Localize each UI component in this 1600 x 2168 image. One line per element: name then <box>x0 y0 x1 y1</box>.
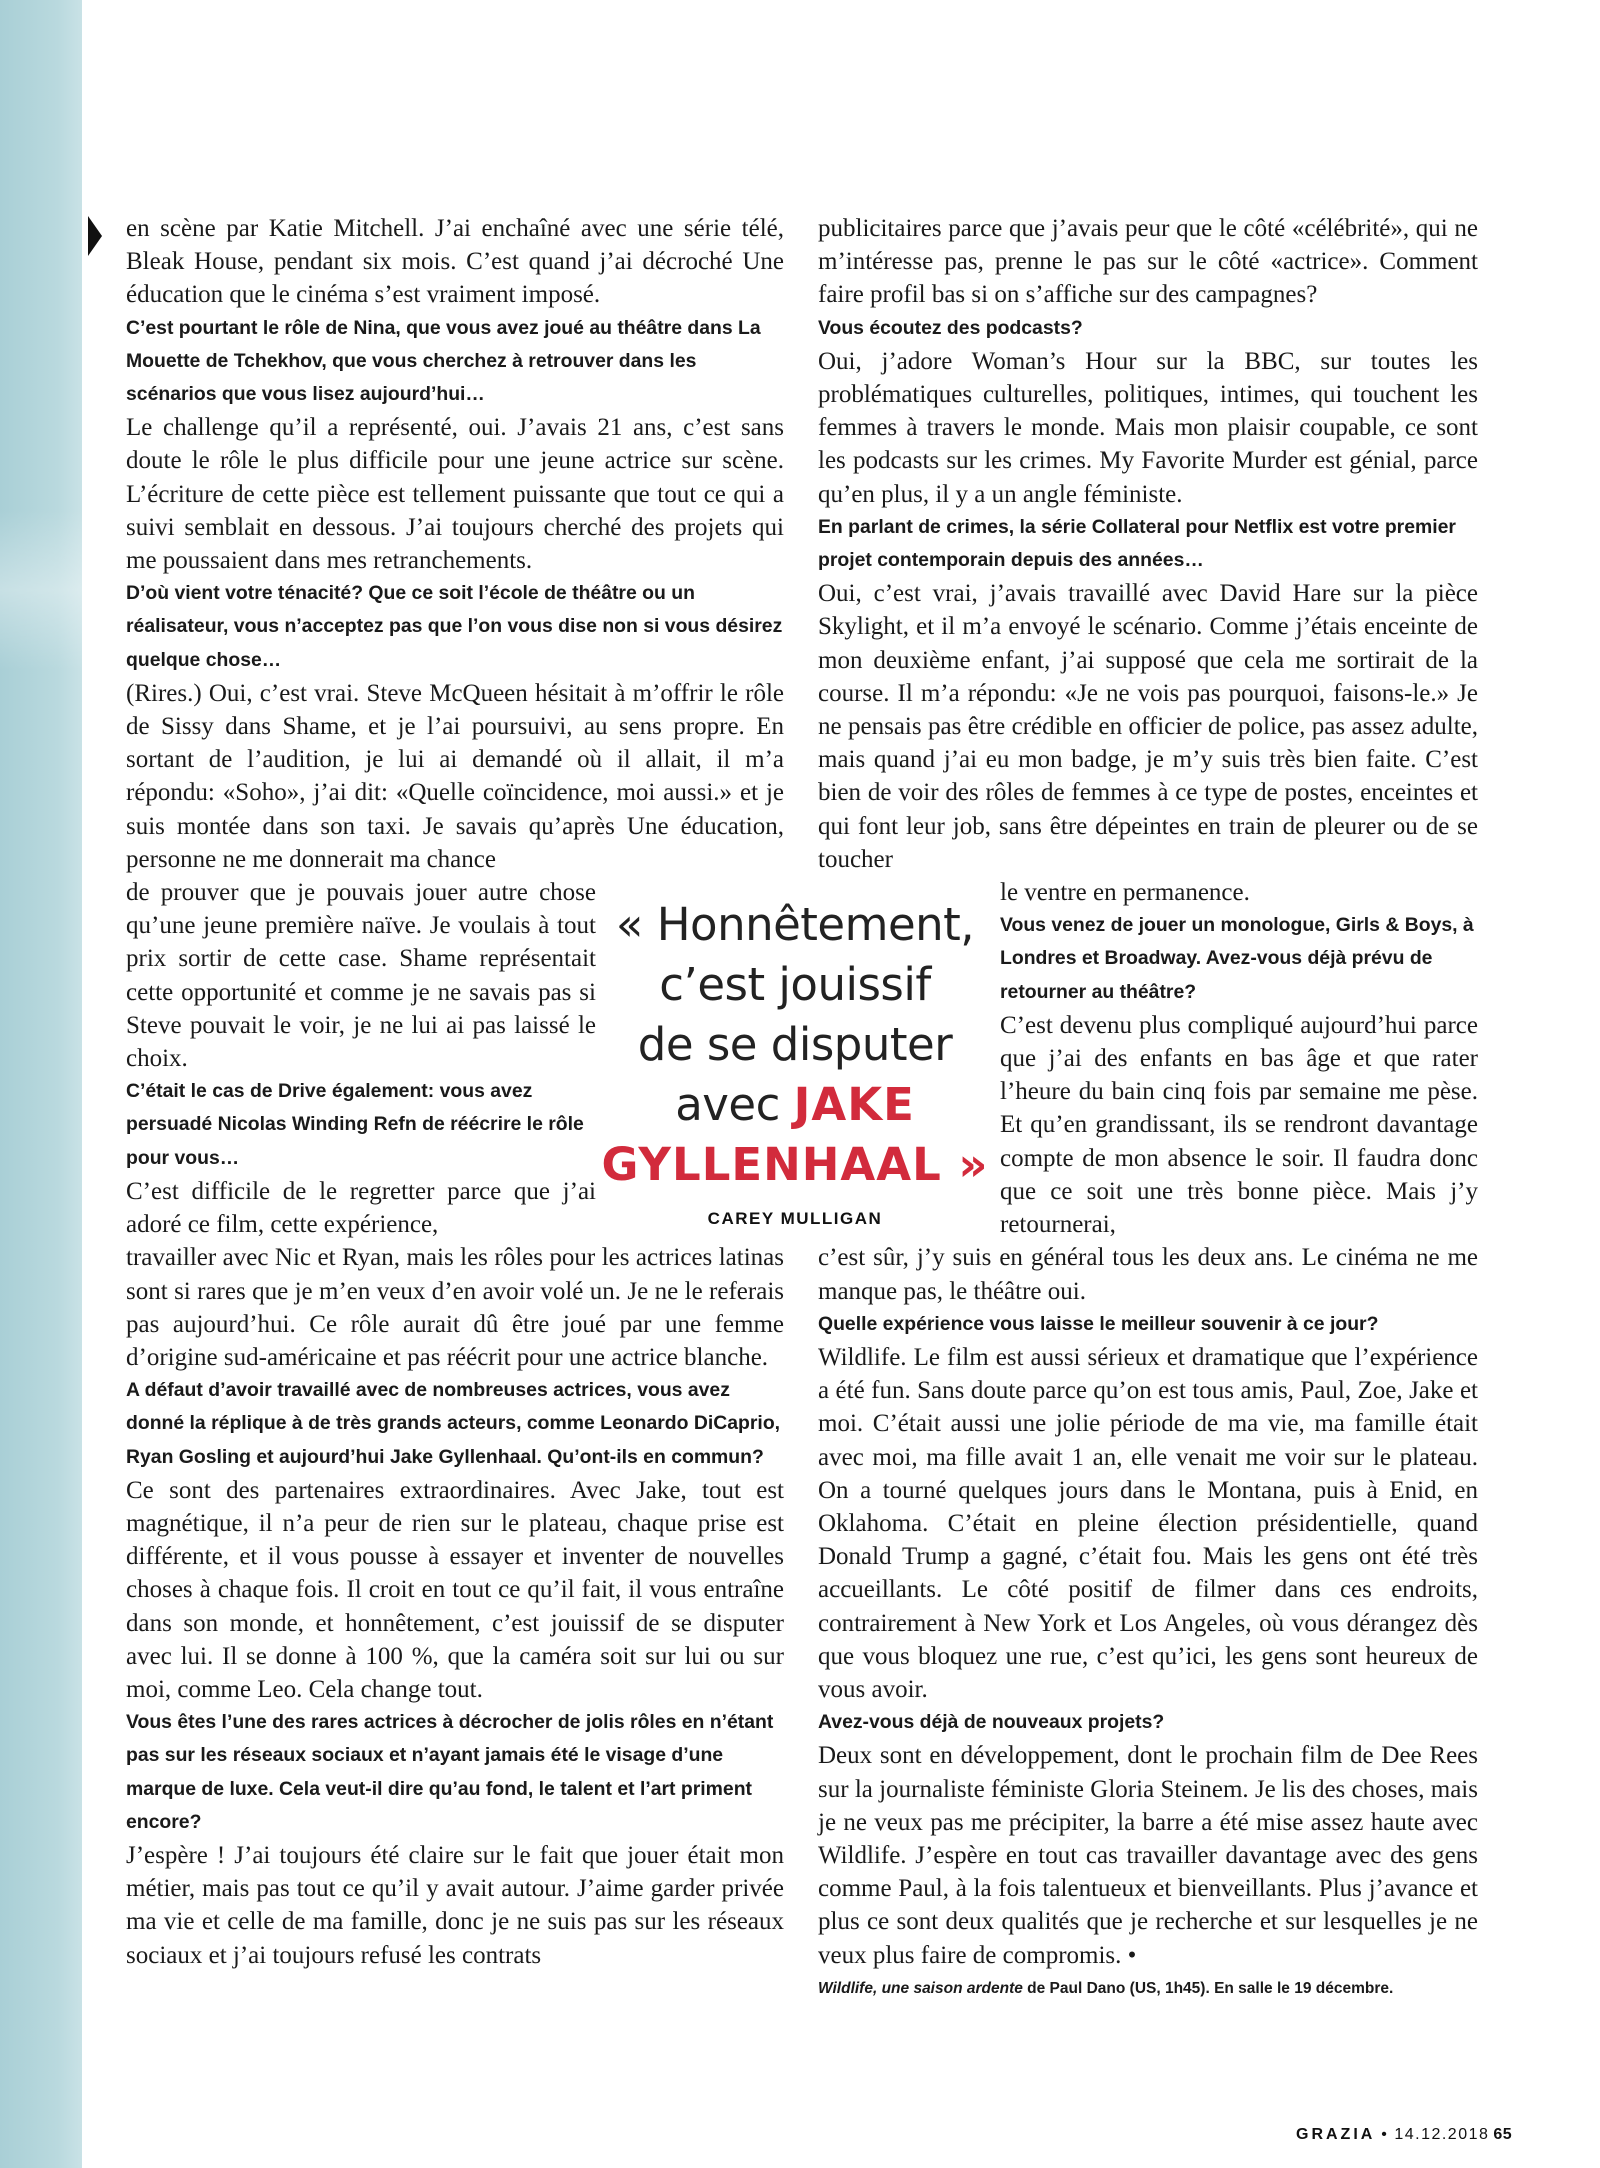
answer-theatre-part2: c’est sûr, j’y suis en général tous les deux ans. Le cinéma ne me manque pas, le théâtre oui. <box>818 1244 1478 1305</box>
question-tenacite: D’où vient votre ténacité? Que ce soit l’école de théâtre ou un réalisateur, vous n’acceptez pas que l’on vous dise non si vous désirez quelque chose… <box>126 582 783 671</box>
question-souvenir: Quelle expérience vous laisse le meilleur souvenir à ce jour? <box>818 1312 1379 1335</box>
pull-quote-line-1: « Honnêtement, <box>615 898 975 951</box>
question-projets: Avez-vous déjà de nouveaux projets? <box>818 1711 1165 1734</box>
answer-collateral-part1: Oui, c’est vrai, j’avais travaillé avec David Hare sur la pièce Skylight, et il m’a envoyé le scénario. Comme j’étais enceinte de mon deuxième enfant, j’ai supposé que cela me sortirait de la course. Il m’a répondu: «Je ne vois pas pourquoi, faisons-le.» Je ne pensais pas être crédible en officier de police, pas assez adulte, mais quand j’ai eu mon badge, je m’y suis très bien faite. C’est bien de voir des rôles de femmes à ce type de postes, enceintes et qui font leur job, sans être dépeintes en train de pleurer ou de se toucher <box>818 580 1478 873</box>
question-collateral: En parlant de crimes, la série Collateral pour Netflix est votre premier projet contemporain depuis des années… <box>818 515 1456 572</box>
answer-acteurs: Ce sont des partenaires extraordinaires. Avec Jake, tout est magnétique, il n’a peur de rien sur le plateau, chaque prise est différente, et il vous pousse à essayer et inventer de nouvelles choses à chaque fois. Il croit en tout ce qu’il fait, il vous entraîne dans son monde, et honnêtement, c’est jouissif de se disputer avec lui. Il se donne à 100 %, que la caméra soit sur lui ou sur moi, comme Leo. Cela change tout. <box>126 1476 784 1703</box>
pull-quote-line-3: de se disputer <box>637 1018 953 1071</box>
question-acteurs: A défaut d’avoir travaillé avec de nombreuses actrices, vous avez donné la réplique à de très grands acteurs, comme Leonardo DiCaprio, Ryan Gosling et aujourd’hui Jake Gyllenhaal. Qu’ont-ils en commun? <box>126 1379 781 1468</box>
folio-page-number: 65 <box>1493 2126 1513 2143</box>
right-wrap-block <box>1000 876 1478 1241</box>
page-fold-highlight <box>0 510 82 670</box>
answer-nina: Le challenge qu’il a représenté, oui. J’avais 21 ans, c’est sans doute le rôle le plus difficile pour une jeune actrice sur scène. L’écriture de cette pièce est tellement puissante que tout ce qui a suivi semblait en dessous. J’ai toujours cherché des projets qui me poussaient dans mes retranchements. <box>126 414 784 575</box>
answer-tenacite-part2: de prouver que je pouvais jouer autre chose qu’une jeune première naïve. Je voulais à tout prix sortir de cette case. Shame représentait cette opportunité et comme je ne savais pas si Steve pouvait le voir, je ne lui ai pas laissé le choix. <box>126 879 596 1073</box>
folio-magazine: GRAZIA <box>1296 2126 1376 2143</box>
answer-podcasts: Oui, j’adore Woman’s Hour sur la BBC, sur toutes les problématiques culturelles, politiques, intimes, qui touchent les femmes à travers le monde. Mais mon plaisir coupable, ce sont les podcasts sur les crimes. My Favorite Murder est génial, parce qu’en plus, il y a un angle féministe. <box>818 347 1478 508</box>
pull-quote-line-2: c’est jouissif <box>659 958 931 1011</box>
page-folio <box>1296 2126 1512 2144</box>
continuation-arrow-icon <box>88 216 102 256</box>
right-paragraph-1: publicitaires parce que j’avais peur que le côté «célébrité», qui ne m’intéresse pas, prenne le pas sur le côté «actrice». Comment faire profil bas si on s’affiche sur des campagnes? <box>818 215 1478 309</box>
answer-theatre-part1: C’est devenu plus compliqué aujourd’hui parce que j’ai des enfants en bas âge et que rater l’heure du bain cinq fois par semaine me pèse. Et qu’en grandissant, ils se rendront davantage compte de mon absence le soir. Il faudra donc que ce soit une très bonne pièce. Mais j’y retournerai, <box>1000 1011 1478 1239</box>
film-caption-details: de Paul Dano (US, 1h45). En salle le 19 décembre. <box>1022 1980 1394 1997</box>
pull-quote-closing-mark: » <box>941 1138 989 1191</box>
answer-collateral-part2: le ventre en permanence. <box>1000 879 1250 907</box>
pull-quote-credit: CAREY MULLIGAN <box>707 1209 883 1228</box>
answer-drive-part1: C’est difficile de le regretter parce que j’ai adoré ce film, cette expérience, <box>126 1177 596 1239</box>
question-podcasts: Vous écoutez des podcasts? <box>818 316 1083 339</box>
right-column <box>818 212 1478 1972</box>
question-drive: C’était le cas de Drive également: vous avez persuadé Nicolas Winding Refn de réécrire le rôle pour vous… <box>126 1080 584 1169</box>
question-theatre: Vous venez de jouer un monologue, Girls & Boys, à Londres et Broadway. Avez-vous déjà prévu de retourner au théâtre? <box>1000 914 1474 1003</box>
film-caption <box>818 1980 1518 1998</box>
film-caption-title: Wildlife, une saison ardente <box>818 1980 1023 1997</box>
folio-date: • 14.12.2018 <box>1375 2126 1490 2143</box>
answer-tenacite-part1: (Rires.) Oui, c’est vrai. Steve McQueen hésitait à m’offrir le rôle de Sissy dans Shame, et je l’ai poursuivi, au sens propre. En sortant de l’audition, je lui ai demandé où il allait, il m’a répondu: «Soho», j’ai dit: «Quelle coïncidence, moi aussi.» et je suis montée dans son taxi. Je savais qu’après Une éducation, personne ne me donnerait ma chance <box>126 679 784 873</box>
question-reseaux: Vous êtes l’une des rares actrices à décrocher de jolis rôles en n’étant pas sur les réseaux sociaux et n’ayant jamais été le visage d’une marque de luxe. Cela veut-il dire qu’au fond, le talent et l’art priment encore? <box>126 1711 774 1833</box>
question-nina: C’est pourtant le rôle de Nina, que vous avez joué au théâtre dans La Mouette de Tchekhov, que vous cherchez à retrouver dans les scénarios que vous lisez aujourd’hui… <box>126 316 761 406</box>
answer-projets: Deux sont en développement, dont le prochain film de Dee Rees sur la journaliste féministe Gloria Steinem. Je lis des choses, mais je ne veux pas me précipiter, la barre a été mise assez haute avec Wildlife. J’espère en tout cas travailler davantage avec des gens comme Paul, à la fois talentueux et bienveillants. Plus j’avance et plus ce sont deux qualités que je recherche et sur lesquelles je ne veux plus faire de compromis. • <box>818 1742 1478 1969</box>
answer-reseaux: J’espère ! J’ai toujours été claire sur le fait que jouer était mon métier, mais pas tout ce qu’il y avait autour. J’aime garder privée ma vie et celle de ma famille, donc je ne suis pas sur les réseaux sociaux et j’ai toujours refusé les contrats <box>126 1841 784 1969</box>
pull-quote-line-4-prefix: avec <box>675 1078 794 1131</box>
pull-quote-highlight-gyllenhaal: GYLLENHAAL <box>601 1138 942 1191</box>
page-edge-strip <box>0 0 82 2168</box>
pull-quote-highlight-jake: JAKE <box>793 1078 915 1131</box>
left-paragraph-1: en scène par Katie Mitchell. J’ai enchaîné avec une série télé, Bleak House, pendant six mois. C’est quand j’ai décroché Une éducation que le cinéma s’est vraiment imposé. <box>126 215 784 309</box>
answer-souvenir: Wildlife. Le film est aussi sérieux et dramatique que l’expérience a été fun. Sans doute parce qu’on est tous amis, Paul, Zoe, Jake et moi. C’était aussi une jolie période de ma vie, ma famille était avec moi, ma fille avait 1 an, elle venait me voir sur le plateau. On a tourné quelques jours dans le Montana, puis à Enid, en Oklahoma. C’était en pleine élection présidentielle, quand Donald Trump a gagné, c’était fou. Mais les gens ont été très accueillants. Le côté positif de filmer dans ces endroits, contrairement à New York et Los Angeles, où vous dérangez dès que vous bloquez une rue, c’est qu’ici, les gens sont heureux de vous avoir. <box>818 1343 1478 1703</box>
left-wrap-block <box>126 876 596 1241</box>
answer-drive-part2: travailler avec Nic et Ryan, mais les rôles pour les actrices latinas sont si rares que je m’en veux d’en avoir volé un. Je ne le referais pas aujourd’hui. Ce rôle aurait dû être joué par une femme d’origine sud-américaine et pas réécrit pour une actrice blanche. <box>126 1244 784 1371</box>
